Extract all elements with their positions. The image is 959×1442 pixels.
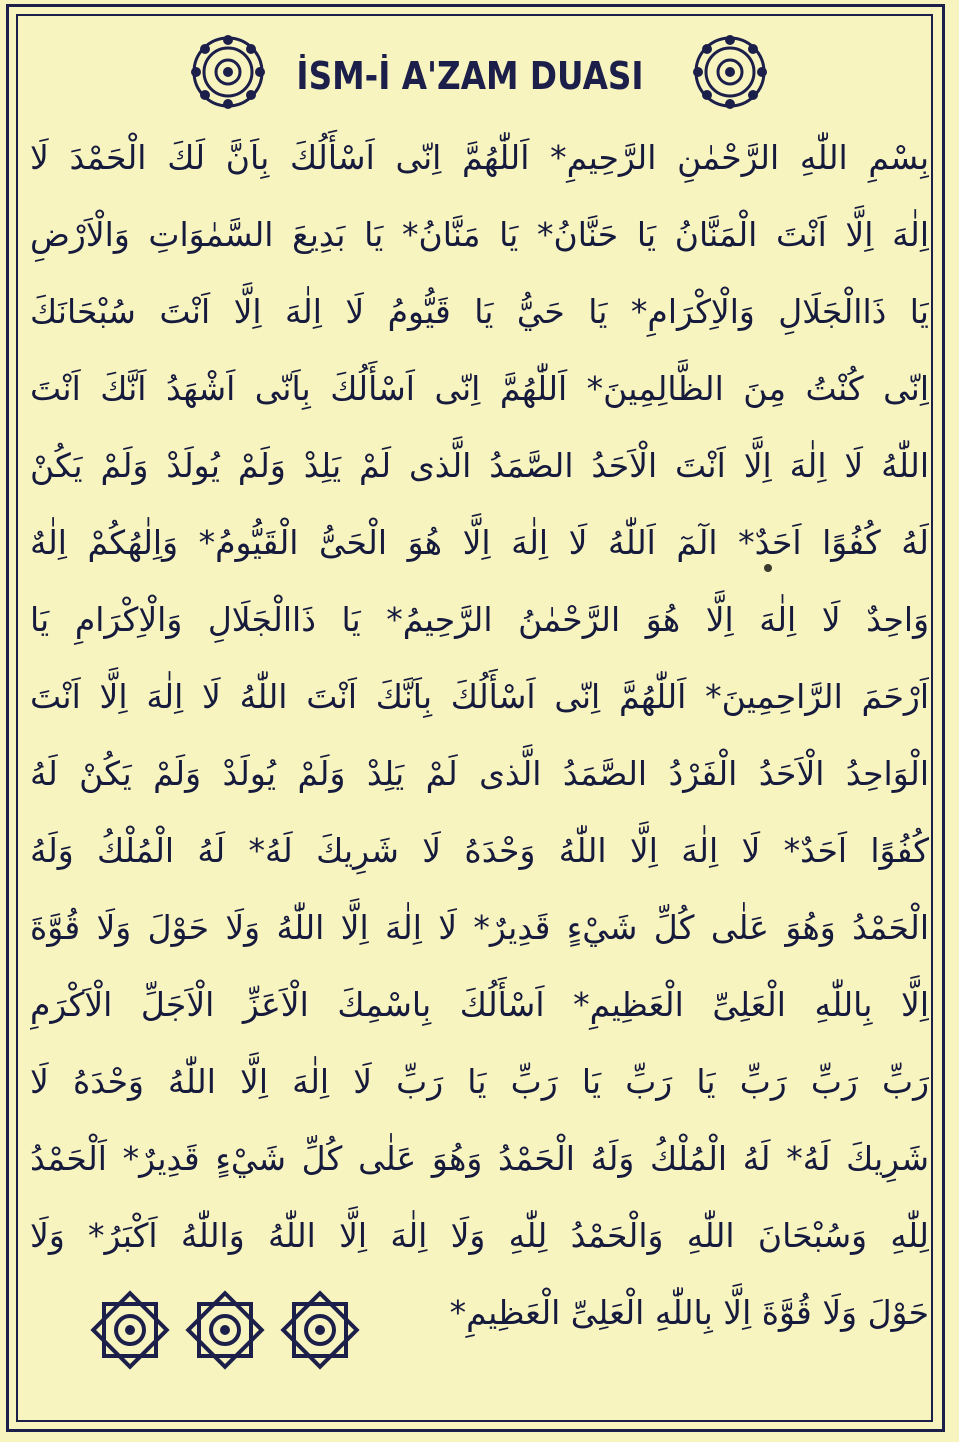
text-line: اِلَّا بِاللّٰهِ الْعَلِىِّ الْعَظِيمِ* اَسْأَلُكَ بِاسْمِكَ الْاَعَزِّ الْاَجَلِّ الْاَكْرَمِ: [30, 985, 929, 1024]
text-line: شَرِيكَ لَهُ* لَهُ الْمُلْكُ وَلَهُ الْحَمْدُ وَهُوَ عَلٰى كُلِّ شَيْءٍ قَدِيرٌ* اَلْحَمْدُ: [30, 1139, 929, 1178]
rosette-icon: [188, 32, 268, 112]
text-line: وَاحِدٌ لَا اِلٰهَ اِلَّا هُوَ الرَّحْمٰنُ الرَّحِيمُ* يَا ذَاالْجَلَالِ وَالْاِكْرَامِ يَا: [30, 600, 929, 639]
header: [0, 32, 959, 112]
text-line: كُفُوًا اَحَدٌ* لَا اِلٰهَ اِلَّا اللّٰهُ وَحْدَهُ لَا شَرِيكَ لَهُ* لَهُ الْمُلْكُ وَلَهُ: [30, 831, 929, 870]
footer-ornaments: [90, 1290, 360, 1370]
paper-speck: [764, 564, 772, 572]
page-title: İSM-İ A'ZAM DUASI: [296, 54, 644, 98]
text-line: اِنّى كُنْتُ مِنَ الظَّالِمِينَ* اَللّٰهُمَّ اِنّى اَسْأَلُكَ بِاَنّى اَشْهَدُ اَنَّكَ اَنْتَ: [30, 369, 929, 408]
rosette-icon: [690, 32, 770, 112]
text-line: رَبِّ رَبِّ رَبِّ يَا رَبِّ يَا رَبِّ يَا رَبِّ لَا اِلٰهَ اِلَّا اللّٰهُ وَحْدَهُ لَا: [30, 1062, 929, 1101]
star-motif-icon: [93, 1293, 167, 1367]
text-line: اَرْحَمَ الرَّاحِمِينَ* اَللّٰهُمَّ اِنّى اَسْأَلُكَ بِاَنَّكَ اَنْتَ اللّٰهُ لَا اِلٰهَ اِلَّا اَنْتَ: [30, 677, 929, 716]
text-line: يَا ذَاالْجَلَالِ وَالْاِكْرَامِ* يَا حَيُّ يَا قَيُّومُ لَا اِلٰهَ اِلَّا اَنْتَ سُبْحَانَكَ: [30, 292, 929, 331]
text-line: لَهُ كُفُوًا اَحَدٌ* الٓمٓ اَللّٰهُ لَا اِلٰهَ اِلَّا هُوَ الْحَىُّ الْقَيُّومُ* وَاِلٰهُكُمْ اِلٰهٌ: [30, 523, 929, 562]
text-line: اللّٰهُ لَا اِلٰهَ اِلَّا اَنْتَ الْاَحَدُ الصَّمَدُ الَّذى لَمْ يَلِدْ وَلَمْ يُولَدْ وَلَمْ يَكُنْ: [30, 446, 929, 485]
text-line: الْوَاحِدُ الْاَحَدُ الْفَرْدُ الصَّمَدُ الَّذى لَمْ يَلِدْ وَلَمْ يُولَدْ وَلَمْ يَكُنْ لَهُ: [30, 754, 929, 793]
prayer-text: [30, 118, 929, 1368]
text-line: الْحَمْدُ وَهُوَ عَلٰى كُلِّ شَيْءٍ قَدِيرٌ* لَا اِلٰهَ اِلَّا اللّٰهُ وَلَا حَوْلَ وَلَا قُوَّةَ: [30, 908, 929, 947]
text-line: اِلٰهَ اِلَّا اَنْتَ الْمَنَّانُ يَا حَنَّانُ* يَا مَنَّانُ* يَا بَدِيعَ السَّمٰوَاتِ وَالْاَرْضِ: [30, 215, 929, 254]
text-line: لِلّٰهِ وَسُبْحَانَ اللّٰهِ وَالْحَمْدُ لِلّٰهِ وَلَا اِلٰهَ اِلَّا اللّٰهُ وَاللّٰهُ اَكْبَرُ* وَلَا: [30, 1216, 929, 1255]
star-motif-icon: [188, 1293, 262, 1367]
text-line: حَوْلَ وَلَا قُوَّةَ اِلَّا بِاللّٰهِ الْعَلِىِّ الْعَظِيمِ*: [449, 1293, 929, 1332]
text-line: بِسْمِ اللّٰهِ الرَّحْمٰنِ الرَّحِيمِ* اَللّٰهُمَّ اِنّى اَسْأَلُكَ بِاَنَّ لَكَ الْحَمْدَ لَا: [30, 138, 929, 177]
star-motif-icon: [283, 1293, 357, 1367]
